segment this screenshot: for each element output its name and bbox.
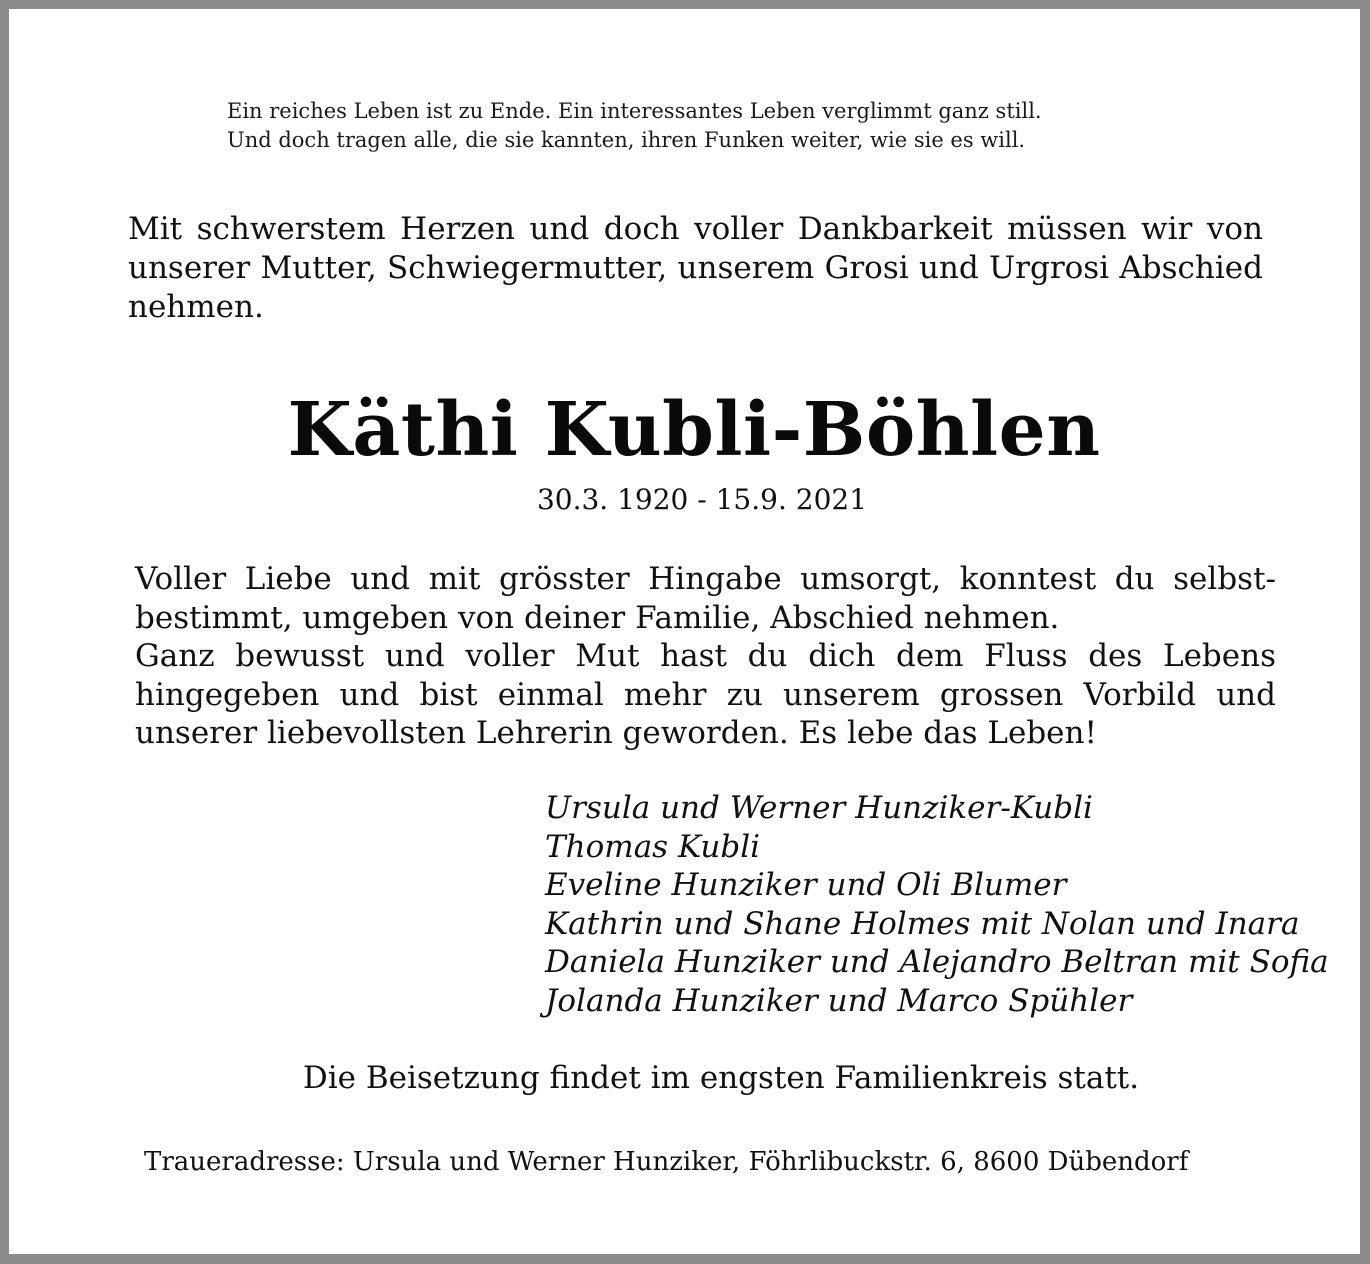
mourner-entry: Eveline Hunziker und Oli Blumer	[545, 867, 1067, 904]
motto-line: Und doch tragen alle, die sie kannten, ihren Funken weiter, wie sie es will.	[227, 128, 1026, 152]
eulogy-paragraph: Voller Liebe und mit grösster Hingabe umsorgt, konntest du selbst-bestimmt, umgeben von deiner Familie, Abschied nehmen.	[135, 561, 1276, 636]
burial-note: Die Beisetzung findet im engsten Familienkreis statt.	[302, 1060, 1140, 1096]
mourners-list	[545, 789, 1345, 1021]
mourner-entry: Ursula und Werner Hunziker-Kubli	[545, 790, 1093, 826]
mourner-entry: Daniela Hunziker und Alejandro Beltran mit Sofia	[545, 944, 1329, 981]
mourning-address: Traueradresse: Ursula und Werner Hunziker, Föhrlibuckstr. 6, 8600 Dübendorf	[144, 1147, 1189, 1177]
intro-text: Mit schwerstem Herzen und doch voller Dankbarkeit müssen wir von unserer Mutter, Schwiegermutter, unserem Grosi und Urgrosi Abschied nehmen.	[128, 211, 1263, 325]
motto	[227, 97, 1187, 155]
eulogy-paragraph: Ganz bewusst und voller Mut hast du dich dem Fluss des Lebens hingegeben und bist einmal mehr zu unserem grossen Vorbild und unserer liebevollsten Lehrerin geworden. Es lebe das Leben!	[135, 638, 1276, 751]
mourner-entry: Kathrin und Shane Holmes mit Nolan und Inara	[545, 905, 1300, 942]
mourner-entry: Thomas Kubli	[545, 828, 761, 865]
life-dates: 30.3. 1920 - 15.9. 2021	[536, 483, 868, 516]
mourner-entry: Jolanda Hunziker und Marco Spühler	[545, 982, 1133, 1019]
motto-line: Ein reiches Leben ist zu Ende. Ein interessantes Leben verglimmt ganz still.	[227, 99, 1042, 123]
eulogy-text	[135, 560, 1276, 753]
deceased-name: Käthi Kubli-Böhlen	[287, 387, 1101, 473]
